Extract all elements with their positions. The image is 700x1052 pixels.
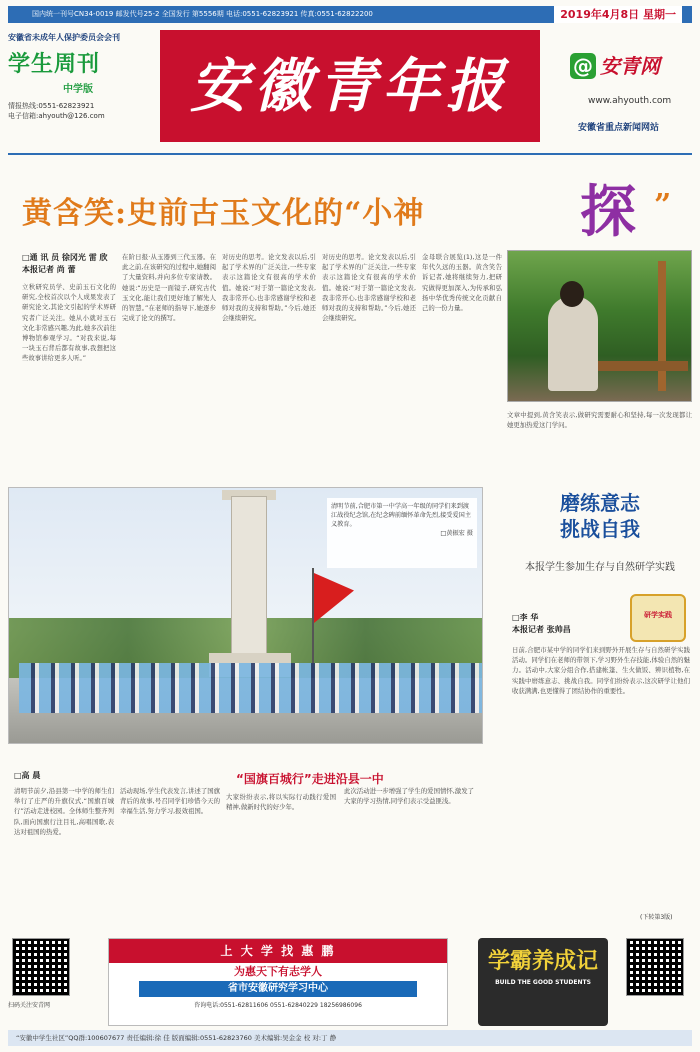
sidebar-continued: (下转第3版) <box>640 914 673 921</box>
brand-url[interactable]: www.ahyouth.com <box>588 96 672 106</box>
contact-phone: 情报热线:0551-62823921 <box>8 102 95 110</box>
byline-correspondents: □通 讯 员 徐冈光 雷 欣 <box>22 253 108 262</box>
brand-tagline: 安徽省重点新闻网站 <box>578 123 660 133</box>
section2-title: “国旗百城行”走进沿县一中 <box>236 772 384 786</box>
article1-col6: 文章中提到,黄含笑表示,做研究需要耐心和坚持,每一次发现都让她更加热爱这门学问。 <box>507 411 692 430</box>
sidebar-deck: 本报学生参加生存与自然研学实践 <box>525 562 675 573</box>
qr-code-left[interactable] <box>12 938 70 996</box>
edition-header <box>8 32 148 121</box>
ad-contact: 咨询电话:0551-62811606 0551-62840229 18256986096 <box>194 1002 362 1009</box>
issue-date: 2019年4月8日 星期一 <box>554 6 682 23</box>
sidebar-headline <box>530 490 670 542</box>
photo-caption <box>327 498 477 568</box>
study-ad[interactable] <box>478 938 608 1026</box>
headline-accent: 探 <box>580 179 636 245</box>
headline: 黄含笑:史前古玉文化的“小神 <box>22 196 425 231</box>
article1-col4: 对历史的思考。论文发表以后,引起了学术界的广泛关注,一些专家表示这篇论文有很高的学术价值。她说:“对于第一篇论文发表,我非常开心,也非常感谢学校和老师对我的支持和帮助。”今后,她还会继续研究。 <box>322 253 416 323</box>
article1-col3: 对历史的思考。论文发表以后,引起了学术界的广泛关注,一些专家表示这篇论文有很高的学术价值。她说:“对于第一篇论文发表,我非常开心,也非常感谢学校和老师对我的支持和帮助。”今后,她还会继续研究。 <box>222 253 316 323</box>
sidebar-byline-2: 本报记者 张帅昌 <box>512 625 571 634</box>
study-ad-en: BUILD THE GOOD STUDENTS <box>495 979 591 986</box>
masthead: 安徽青年报 <box>160 30 540 142</box>
study-ad-title: 学霸养成记 <box>487 949 598 974</box>
sidebar-title-2: 挑战自我 <box>560 517 640 541</box>
edition-title: 学生周刊 <box>8 52 101 77</box>
university-ad[interactable] <box>108 938 448 1026</box>
sidebar-byline-1: □李 华 <box>512 613 539 622</box>
section2-col3: 大家纷纷表示,将以实际行动践行爱国精神,做新时代的好少年。 <box>226 793 336 812</box>
section2-col1: 清明节前夕,沿县第一中学的师生们举行了庄严的升旗仪式,“国旗百城行”活动走进校园。全体师生整齐列队,面向国旗行注目礼,高唱国歌,表达对祖国的热爱。 <box>14 787 114 836</box>
qr-code-right[interactable] <box>626 938 684 996</box>
brand-at-icon: @ <box>570 53 596 79</box>
section2-byline: □高 晨 <box>14 771 41 780</box>
footer-credits: “安徽中学生社区”QQ群:100607677 责任编辑:徐 佳 版面编辑:0551-62823760 美术编辑:吴金金 校 对:丁 静 <box>8 1030 692 1046</box>
top-info-text: 国内统一刊号CN34-0019 邮发代号25-2 全国发行 第5556期 电话:0551-62823921 传真:0551-62822200 <box>32 10 373 18</box>
ad-title: 上 大 学 找 惠 鹏 <box>109 939 447 963</box>
brand-name: 安青网 <box>600 54 660 78</box>
photo-credit: □黄振宏 摄 <box>440 530 473 537</box>
article1-col5: 金母联合展览(1),这是一件年代久远的玉器。黄含笑告诉记者,她将继续努力,把研究做得更加深入,为传承和弘扬中华优秀传统文化贡献自己的一份力量。 <box>422 253 502 313</box>
top-info-bar <box>8 6 692 23</box>
monument-march-photo <box>8 487 483 744</box>
sidebar-body: 日前,合肥市某中学的同学们来到野外开展生存与自然研学实践活动。同学们在老师的带领下,学习野外生存技能,体验自然的魅力。活动中,大家分组合作,搭建帐篷、生火做饭、辨识植物,在实践中磨练意志、挑战自我。同学们纷纷表示,这次研学让他们收获满满,也更懂得了团结协作的重要性。 <box>512 646 690 695</box>
header-divider <box>8 153 692 155</box>
qr-caption: 扫码关注安青网 <box>8 1002 51 1009</box>
contact-email: 电子信箱:ahyouth@126.com <box>8 112 105 120</box>
sidebar-title-1: 磨练意志 <box>560 491 640 515</box>
section2-col4: 此次活动进一步增强了学生的爱国情怀,激发了大家的学习热情,同学们表示受益匪浅。 <box>344 787 474 806</box>
byline-reporter: 本报记者 尚 蕾 <box>22 265 76 274</box>
ad-slogan: 为惠天下有志学人 <box>234 965 322 978</box>
brand-logo[interactable] <box>570 50 660 79</box>
section2-col2: 活动现场,学生代表发言,讲述了国旗背后的故事,号召同学们珍惜今天的幸福生活,努力学习,报效祖国。 <box>120 787 220 816</box>
article1-byline <box>22 252 122 276</box>
edition-level: 中学版 <box>63 84 93 95</box>
org-name: 安徽省未成年人保护委员会会刊 <box>8 33 120 42</box>
research-badge: 研学实践 <box>630 594 686 642</box>
ad-center: 省市安徽研究学习中心 <box>139 981 417 997</box>
student-reading-photo <box>507 250 692 402</box>
headline-quote: ” <box>654 188 672 223</box>
photo-caption-text: 清明节前,合肥市第一中学高一年级的同学们来到渡江战役纪念馆,在纪念碑前缅怀革命先烈,接受爱国主义教育。 <box>331 503 472 528</box>
article1-col2: 在阶日报·从玉器到三代玉器。在此之前,在该研究的过程中,她翻阅了大量资料,并向多位专家请教。她说:“历史是一面镜子,研究古代玉文化,能让我们更好地了解先人的智慧。”在老师的指导下,她逐步完成了论文的撰写。 <box>122 253 216 323</box>
sidebar-byline <box>512 612 622 636</box>
article1-col1: 立秋研究员学、史前玉石文化的研究,全校首次以个人成果发表了研究论文,其论文引起的学术界研究者广泛关注。她从小就对玉石文化非常感兴趣,为此,她多次前往博物馆参观学习。“对我来说,每一块玉石背后都有故事,我想把这些故事讲给更多人听。” <box>22 283 116 363</box>
